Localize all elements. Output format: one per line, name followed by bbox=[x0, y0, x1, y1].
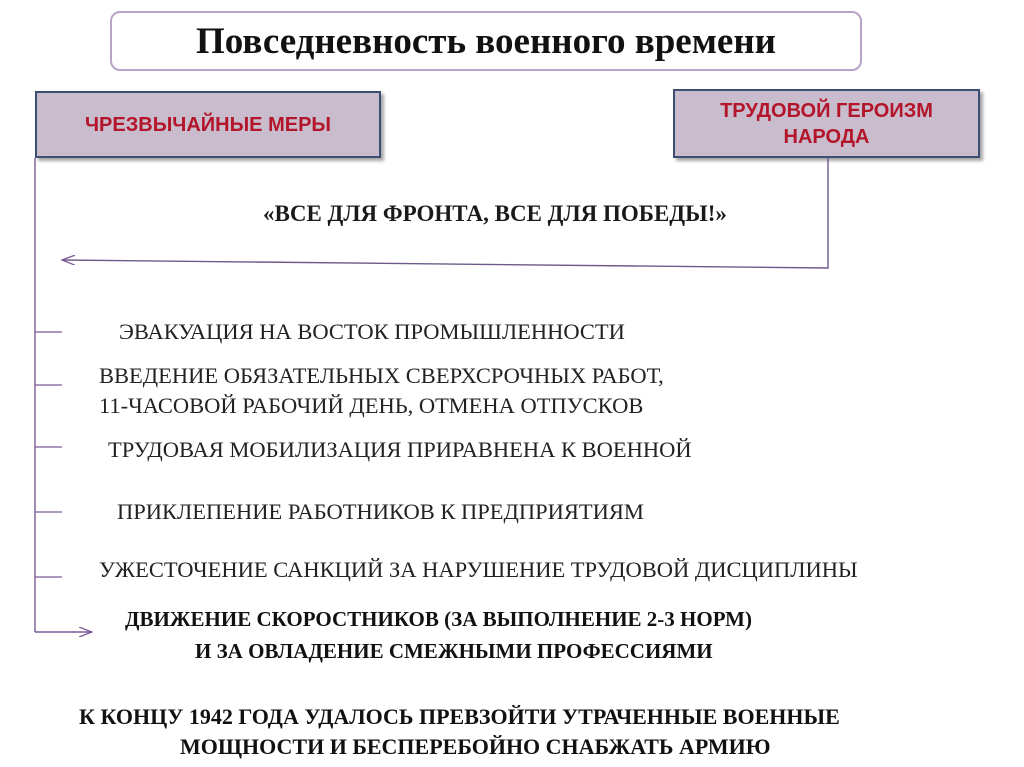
measure-attachment: ПРИКЛЕПЕНИЕ РАБОТНИКОВ К ПРЕДПРИЯТИЯМ bbox=[117, 499, 644, 524]
measure-sanctions: УЖЕСТОЧЕНИЕ САНКЦИЙ ЗА НАРУШЕНИЕ ТРУДОВОЙ ДИСЦИПЛИНЫ bbox=[99, 557, 858, 582]
measure-evacuation: ЭВАКУАЦИЯ НА ВОСТОК ПРОМЫШЛЕННОСТИ bbox=[119, 319, 625, 344]
emergency-measures-box: ЧРЕЗВЫЧАЙНЫЕ МЕРЫ bbox=[35, 91, 381, 158]
measure-mobilization: ТРУДОВАЯ МОБИЛИЗАЦИЯ ПРИРАВНЕНА К ВОЕННОЙ bbox=[108, 437, 692, 462]
labor-heroism-line-2: НАРОДА bbox=[783, 125, 870, 148]
labor-heroism-line-1: ТРУДОВОЙ ГЕРОИЗМ bbox=[720, 99, 933, 122]
conclusion-line-2: МОЩНОСТИ И БЕСПЕРЕБОЙНО СНАБЖАТЬ АРМИЮ bbox=[180, 734, 771, 759]
slogan: «ВСЕ ДЛЯ ФРОНТА, ВСЕ ДЛЯ ПОБЕДЫ!» bbox=[263, 201, 727, 226]
measure-overtime-line-2: 11-ЧАСОВОЙ РАБОЧИЙ ДЕНЬ, ОТМЕНА ОТПУСКОВ bbox=[99, 393, 644, 418]
movement-line-2: И ЗА ОВЛАДЕНИЕ СМЕЖНЫМИ ПРОФЕССИЯМИ bbox=[195, 639, 713, 663]
measure-overtime-line-1: ВВЕДЕНИЕ ОБЯЗАТЕЛЬНЫХ СВЕРХСРОЧНЫХ РАБОТ, bbox=[99, 363, 664, 388]
conclusion-line-1: К КОНЦУ 1942 ГОДА УДАЛОСЬ ПРЕВЗОЙТИ УТРАЧЕННЫЕ ВОЕННЫЕ bbox=[79, 704, 840, 729]
page-title: Повседневность военного времени bbox=[110, 11, 862, 71]
movement-line-1: ДВИЖЕНИЕ СКОРОСТНИКОВ (ЗА ВЫПОЛНЕНИЕ 2-3 НОРМ) bbox=[125, 607, 752, 631]
